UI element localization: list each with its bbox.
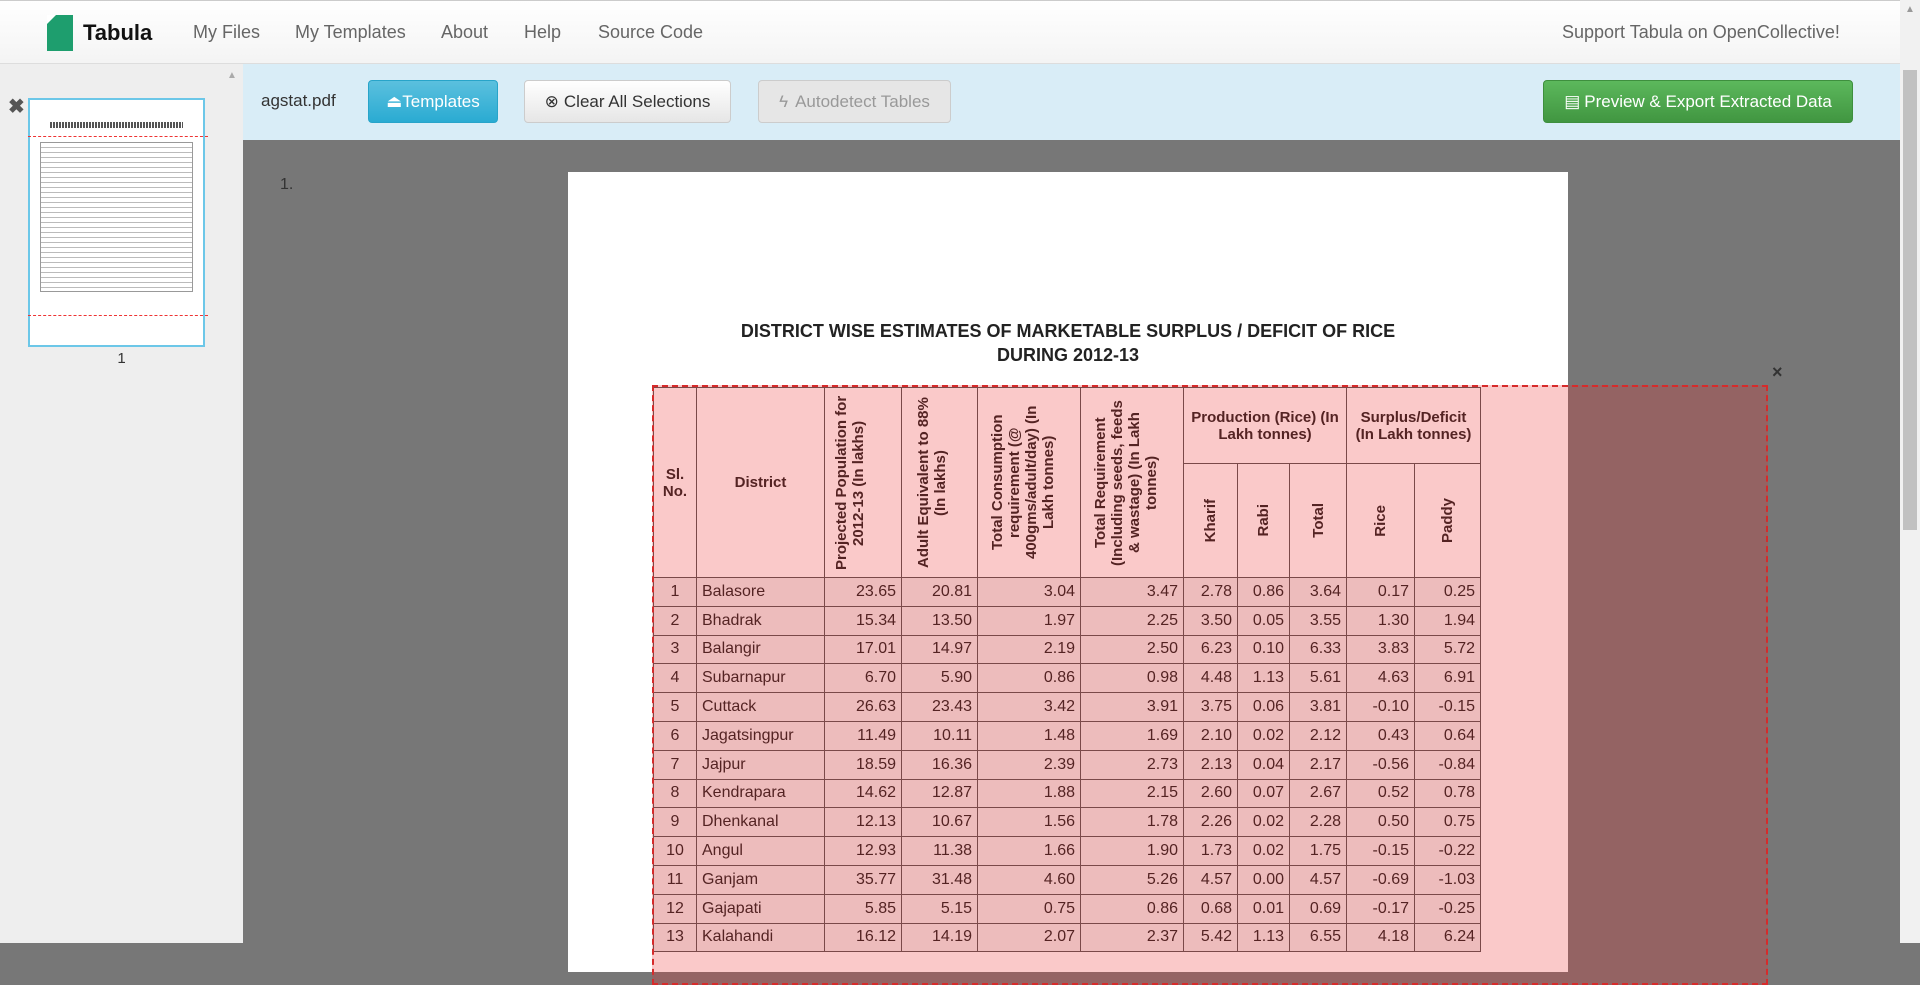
cell-value: -0.10 <box>1347 693 1415 722</box>
cell-value: 0.17 <box>1347 578 1415 607</box>
cell-value: 2.15 <box>1081 779 1184 808</box>
cell-value: 5.85 <box>825 894 902 923</box>
cell-value: 2.78 <box>1184 578 1238 607</box>
cell-value: 13.50 <box>902 606 978 635</box>
cell-value: 5.15 <box>902 894 978 923</box>
cell-sl: 1 <box>654 578 697 607</box>
cell-value: 3.91 <box>1081 693 1184 722</box>
cell-value: 0.01 <box>1238 894 1290 923</box>
cell-value: 1.56 <box>978 808 1081 837</box>
cell-sl: 5 <box>654 693 697 722</box>
page-label: 1. <box>280 176 294 193</box>
cell-value: 2.10 <box>1184 721 1238 750</box>
header-paddy: Paddy <box>1415 464 1481 578</box>
cell-value: -0.22 <box>1415 837 1481 866</box>
cell-value: 6.24 <box>1415 923 1481 952</box>
cell-value: 26.63 <box>825 693 902 722</box>
cell-value: 2.17 <box>1290 750 1347 779</box>
templates-button[interactable]: ⏏ Templates <box>368 80 498 123</box>
cell-value: 0.02 <box>1238 808 1290 837</box>
cell-value: 2.07 <box>978 923 1081 952</box>
cell-district: Dhenkanal <box>697 808 825 837</box>
cell-value: 1.94 <box>1415 606 1481 635</box>
cell-value: 16.36 <box>902 750 978 779</box>
cell-value: 1.75 <box>1290 837 1347 866</box>
cell-value: 6.55 <box>1290 923 1347 952</box>
cell-value: 0.50 <box>1347 808 1415 837</box>
cell-value: 0.25 <box>1415 578 1481 607</box>
cell-value: 1.66 <box>978 837 1081 866</box>
cell-district: Kendrapara <box>697 779 825 808</box>
cell-value: 6.91 <box>1415 664 1481 693</box>
document-title-line1: DISTRICT WISE ESTIMATES OF MARKETABLE SURPLUS / DEFICIT OF RICE <box>740 321 1396 341</box>
cell-value: 2.25 <box>1081 606 1184 635</box>
cell-value: 1.97 <box>978 606 1081 635</box>
cell-value: 11.49 <box>825 721 902 750</box>
cell-value: 3.83 <box>1347 635 1415 664</box>
cell-value: 0.75 <box>1415 808 1481 837</box>
cell-value: 0.64 <box>1415 721 1481 750</box>
page-scrollbar[interactable]: ▲ <box>1900 0 1920 943</box>
cell-value: 4.48 <box>1184 664 1238 693</box>
cell-value: 23.65 <box>825 578 902 607</box>
cell-value: 17.01 <box>825 635 902 664</box>
cell-value: 2.60 <box>1184 779 1238 808</box>
cell-value: 14.62 <box>825 779 902 808</box>
cell-sl: 9 <box>654 808 697 837</box>
brand-link[interactable] <box>47 15 152 51</box>
preview-export-button[interactable]: ▤ Preview & Export Extracted Data <box>1543 80 1853 123</box>
cell-value: 2.39 <box>978 750 1081 779</box>
cell-value: 10.11 <box>902 721 978 750</box>
cell-sl: 12 <box>654 894 697 923</box>
nav-my-files[interactable]: My Files <box>193 22 260 42</box>
cell-value: 31.48 <box>902 865 978 894</box>
cell-sl: 8 <box>654 779 697 808</box>
templates-icon: ⏏ <box>386 91 403 111</box>
page-thumbnail[interactable] <box>28 98 205 347</box>
cell-value: 5.42 <box>1184 923 1238 952</box>
cell-sl: 13 <box>654 923 697 952</box>
header-surplus: Surplus/Deficit (In Lakh tonnes) <box>1347 388 1481 464</box>
cell-value: 14.97 <box>902 635 978 664</box>
cell-value: 0.75 <box>978 894 1081 923</box>
cell-value: 3.47 <box>1081 578 1184 607</box>
cell-value: 3.81 <box>1290 693 1347 722</box>
navbar <box>0 0 1920 64</box>
cell-value: 5.90 <box>902 664 978 693</box>
cell-value: 10.67 <box>902 808 978 837</box>
cell-sl: 3 <box>654 635 697 664</box>
cell-value: -0.56 <box>1347 750 1415 779</box>
cell-value: 0.86 <box>1081 894 1184 923</box>
nav-support-link[interactable]: Support Tabula on OpenCollective! <box>1562 22 1840 42</box>
cell-value: -0.84 <box>1415 750 1481 779</box>
cell-value: -1.03 <box>1415 865 1481 894</box>
cell-value: 3.42 <box>978 693 1081 722</box>
cell-value: 0.98 <box>1081 664 1184 693</box>
cell-value: 1.13 <box>1238 923 1290 952</box>
cell-value: 4.63 <box>1347 664 1415 693</box>
cell-value: 1.78 <box>1081 808 1184 837</box>
cell-value: 0.02 <box>1238 837 1290 866</box>
cell-value: 2.50 <box>1081 635 1184 664</box>
cell-value: 3.64 <box>1290 578 1347 607</box>
cell-value: 4.60 <box>978 865 1081 894</box>
cell-value: 0.00 <box>1238 865 1290 894</box>
cell-value: 0.86 <box>1238 578 1290 607</box>
header-production: Production (Rice) (In Lakh tonnes) <box>1184 388 1347 464</box>
cell-value: -0.15 <box>1415 693 1481 722</box>
cell-sl: 4 <box>654 664 697 693</box>
cell-value: 18.59 <box>825 750 902 779</box>
cell-value: 0.68 <box>1184 894 1238 923</box>
header-total: Total <box>1290 464 1347 578</box>
cell-value: 12.93 <box>825 837 902 866</box>
cell-value: 1.90 <box>1081 837 1184 866</box>
cell-value: 16.12 <box>825 923 902 952</box>
cell-sl: 7 <box>654 750 697 779</box>
cell-value: 1.73 <box>1184 837 1238 866</box>
cell-value: 5.61 <box>1290 664 1347 693</box>
cell-value: 0.06 <box>1238 693 1290 722</box>
cell-district: Kalahandi <box>697 923 825 952</box>
cell-value: 6.33 <box>1290 635 1347 664</box>
nav-my-templates[interactable]: My Templates <box>295 22 406 42</box>
document-title-line2: DURING 2012-13 <box>996 345 1140 365</box>
lightning-icon: ϟ <box>779 91 789 111</box>
cell-district: Balasore <box>697 578 825 607</box>
cell-sl: 2 <box>654 606 697 635</box>
thumbnail-page-number: 1 <box>117 350 126 367</box>
cell-district: Cuttack <box>697 693 825 722</box>
cell-value: 0.05 <box>1238 606 1290 635</box>
cell-district: Angul <box>697 837 825 866</box>
cell-value: 2.67 <box>1290 779 1347 808</box>
cell-value: 15.34 <box>825 606 902 635</box>
cell-value: 1.30 <box>1347 606 1415 635</box>
cell-value: 3.75 <box>1184 693 1238 722</box>
nav-source-code[interactable]: Source Code <box>598 22 704 42</box>
cell-value: 6.70 <box>825 664 902 693</box>
cell-value: -0.15 <box>1347 837 1415 866</box>
cell-value: 14.19 <box>902 923 978 952</box>
cell-value: 3.04 <box>978 578 1081 607</box>
cell-value: 12.13 <box>825 808 902 837</box>
cell-value: 0.69 <box>1290 894 1347 923</box>
cell-value: 23.43 <box>902 693 978 722</box>
cell-value: 1.48 <box>978 721 1081 750</box>
nav-about[interactable]: About <box>441 22 489 42</box>
header-rice: Rice <box>1347 464 1415 578</box>
header-requirement: Total Requirement (Including seeds, feeds & wastage) (In Lakh tonnes) <box>1081 388 1184 578</box>
header-district: District <box>697 388 825 578</box>
cell-sl: 10 <box>654 837 697 866</box>
cell-value: 0.78 <box>1415 779 1481 808</box>
cell-value: 2.13 <box>1184 750 1238 779</box>
cell-district: Subarnapur <box>697 664 825 693</box>
cell-value: 11.38 <box>902 837 978 866</box>
cell-district: Bhadrak <box>697 606 825 635</box>
cell-value: -0.69 <box>1347 865 1415 894</box>
cell-value: 0.43 <box>1347 721 1415 750</box>
cell-value: 2.19 <box>978 635 1081 664</box>
cell-value: 2.73 <box>1081 750 1184 779</box>
cell-value: 3.50 <box>1184 606 1238 635</box>
cell-value: 4.18 <box>1347 923 1415 952</box>
cell-value: 3.55 <box>1290 606 1347 635</box>
cell-value: 0.86 <box>978 664 1081 693</box>
header-adult: Adult Equivalent to 88% (In lakhs) <box>902 388 978 578</box>
cell-value: 0.07 <box>1238 779 1290 808</box>
cell-value: 2.26 <box>1184 808 1238 837</box>
cell-value: 2.28 <box>1290 808 1347 837</box>
filename: agstat.pdf <box>261 91 336 110</box>
cell-value: -0.17 <box>1347 894 1415 923</box>
toolbar <box>243 64 1900 140</box>
header-sl: Sl. No. <box>654 388 697 578</box>
brand-name: Tabula <box>83 20 153 45</box>
cell-value: 6.23 <box>1184 635 1238 664</box>
cell-value: -0.25 <box>1415 894 1481 923</box>
clear-selections-button[interactable]: ⊗ Clear All Selections <box>524 80 731 123</box>
scrollbar-thumb[interactable] <box>1903 70 1917 530</box>
cell-value: 1.88 <box>978 779 1081 808</box>
cell-value: 0.02 <box>1238 721 1290 750</box>
cell-sl: 6 <box>654 721 697 750</box>
table-icon: ▤ <box>1564 91 1581 111</box>
cell-value: 2.37 <box>1081 923 1184 952</box>
cell-district: Jajpur <box>697 750 825 779</box>
cell-district: Balangir <box>697 635 825 664</box>
cell-value: 35.77 <box>825 865 902 894</box>
sidebar-scrollbar[interactable]: ▲ <box>221 64 243 943</box>
cell-value: 4.57 <box>1184 865 1238 894</box>
cell-value: 4.57 <box>1290 865 1347 894</box>
cell-value: 2.12 <box>1290 721 1347 750</box>
header-kharif: Kharif <box>1184 464 1238 578</box>
cell-value: 5.26 <box>1081 865 1184 894</box>
cell-value: 5.72 <box>1415 635 1481 664</box>
nav-help[interactable]: Help <box>524 22 562 42</box>
header-consumption: Total Consumption requirement (@ 400gms/adult/day) (In Lakh tonnes) <box>978 388 1081 578</box>
cell-district: Ganjam <box>697 865 825 894</box>
cell-value: 12.87 <box>902 779 978 808</box>
cell-value: 1.13 <box>1238 664 1290 693</box>
header-population: Projected Population for 2012-13 (In lakhs) <box>825 388 902 578</box>
cell-value: 0.52 <box>1347 779 1415 808</box>
header-rabi: Rabi <box>1238 464 1290 578</box>
tabula-logo-icon <box>47 15 73 51</box>
cell-value: 0.04 <box>1238 750 1290 779</box>
close-selection-icon[interactable]: × <box>1772 362 1783 382</box>
cell-sl: 11 <box>654 865 697 894</box>
table-selection-area[interactable] <box>652 385 1768 985</box>
remove-page-icon[interactable]: ✖ <box>8 96 25 118</box>
cell-district: Gajapati <box>697 894 825 923</box>
cell-value: 20.81 <box>902 578 978 607</box>
cell-district: Jagatsingpur <box>697 721 825 750</box>
cell-value: 1.69 <box>1081 721 1184 750</box>
autodetect-tables-button[interactable]: ϟ Autodetect Tables <box>758 80 951 123</box>
cell-value: 0.10 <box>1238 635 1290 664</box>
clear-circle-x-icon: ⊗ <box>544 91 559 111</box>
